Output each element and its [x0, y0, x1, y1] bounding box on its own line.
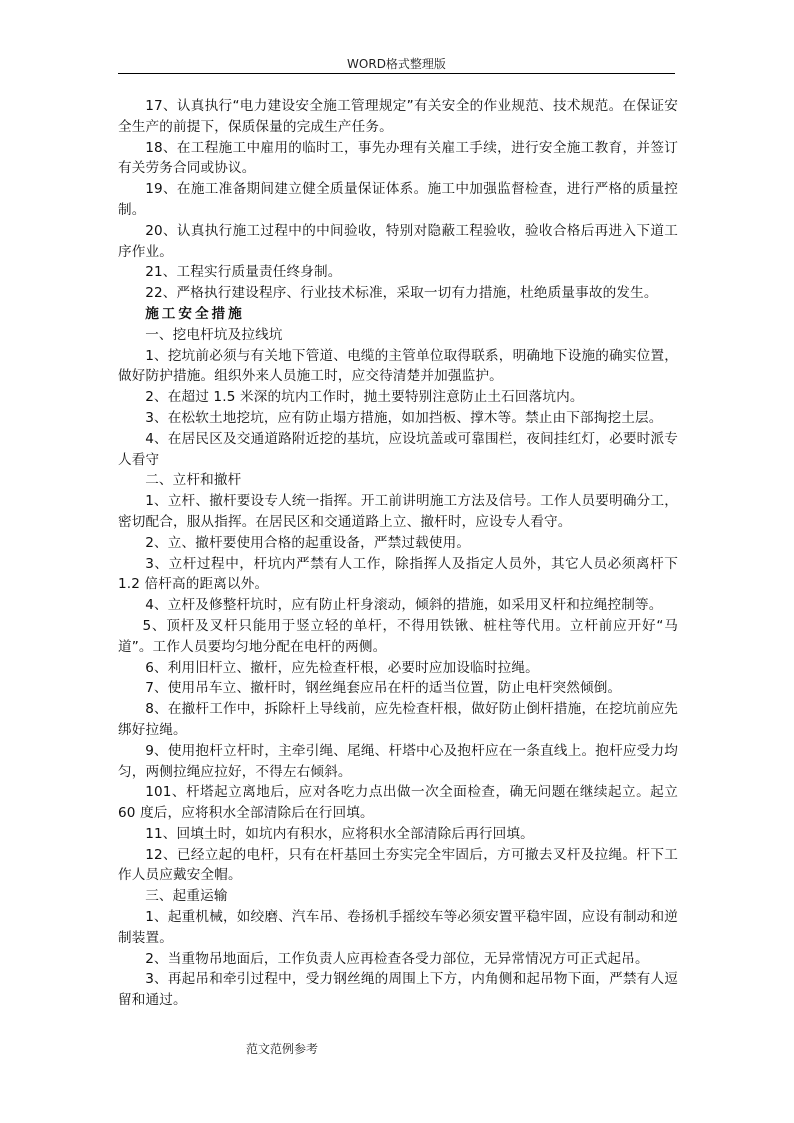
paragraph: 20、认真执行施工过程中的中间验收，特别对隐蔽工程验收，验收合格后再进入下道工序作业。 — [118, 222, 678, 260]
paragraph: 21、工程实行质量责任终身制。 — [145, 264, 342, 281]
paragraph: 1、挖坑前必须与有关地下管道、电缆的主管单位取得联系，明确地下设施的确实位置，做好防护措施。组织外来人员施工时，应交待清楚并加强监护。 — [118, 347, 678, 385]
paragraph: 4、在居民区及交通道路附近挖的基坑，应设坑盖或可靠围栏，夜间挂红灯，必要时派专人看守 — [118, 430, 678, 468]
paragraph: 5、顶杆及叉杆只能用于竖立轻的单杆，不得用铁锹、桩柱等代用。立杆前应开好“马道”。工作人员要均匀地分配在电杆的两侧。 — [118, 617, 678, 655]
paragraph: 19、在施工准备期间建立健全质量保证体系。施工中加强监督检查，进行严格的质量控制。 — [118, 181, 678, 218]
paragraph: 1、立杆、撤杆要设专人统一指挥。开工前讲明施工方法及信号。工作人员要明确分工，密切配合，服从指挥。在居民区和交通道路上立、撤杆时，应设专人看守。 — [118, 493, 678, 530]
paragraph: 17、认真执行“电力建设安全施工管理规定”有关安全的作业规范、技术规范。在保证安全生产的前提下，保质保量的完成生产任务。 — [118, 98, 678, 135]
paragraph: 11、回填土时，如坑内有积水，应将积水全部清除后再行回填。 — [145, 825, 534, 842]
subsection-heading: 一、挖电杆坑及拉线坑 — [145, 326, 283, 343]
page-header: WORD格式整理版 — [347, 57, 446, 71]
paragraph: 9、使用抱杆立杆时，主牵引绳、尾绳、杆塔中心及抱杆应在一条直线上。抱杆应受力均匀，两侧拉绳应拉好，不得左右倾斜。 — [118, 742, 678, 780]
paragraph: 1、起重机械，如绞磨、汽车吊、卷扬机手摇绞车等必须安置平稳牢固，应设有制动和逆制装置。 — [118, 909, 678, 946]
header-rule — [118, 73, 675, 74]
paragraph: 22、严格执行建设程序、行业技术标准，采取一切有力措施，杜绝质量事故的发生。 — [145, 285, 658, 302]
paragraph: 3、再起吊和牵引过程中，受力钢丝绳的周围上下方，内角侧和起吊物下面，严禁有人逗留和通过。 — [118, 971, 678, 1009]
subsection-heading: 三、起重运输 — [145, 888, 228, 905]
paragraph: 3、立杆过程中，杆坑内严禁有人工作，除指挥人及指定人员外，其它人员必须离杆下 1.2 倍杆高的距离以外。 — [118, 555, 678, 593]
paragraph: 4、立杆及修整杆坑时，应有防止杆身滚动，倾斜的措施，如采用叉杆和拉绳控制等。 — [145, 597, 663, 614]
paragraph: 12、已经立起的电杆，只有在杆基回土夯实完全牢固后，方可撤去叉杆及拉绳。杆下工作人员应戴安全帽。 — [118, 846, 678, 884]
page-footer: 范文范例参考 — [246, 1042, 319, 1056]
paragraph: 2、当重物吊地面后，工作负责人应再检查各受力部位，无异常情况方可正式起吊。 — [145, 950, 649, 967]
document-body — [118, 96, 678, 1011]
paragraph: 2、在超过 1.5 米深的坑内工作时，抛土要特别注意防止土石回落坑内。 — [145, 389, 584, 406]
paragraph: 18、在工程施工中雇用的临时工，事先办理有关雇工手续，进行安全施工教育，并签订有关劳务合同或协议。 — [118, 139, 678, 177]
paragraph: 101、杆塔起立离地后，应对各吃力点出做一次全面检查，确无问题在继续起立。起立 60 度后，应将积水全部清除后在行回填。 — [118, 784, 678, 822]
paragraph: 6、利用旧杆立、撤杆，应先检查杆根，必要时应加设临时拉绳。 — [145, 659, 539, 676]
paragraph: 2、立、撤杆要使用合格的起重设备，严禁过载使用。 — [145, 534, 471, 551]
paragraph: 7、使用吊车立、撤杆时，钢丝绳套应吊在杆的适当位置，防止电杆突然倾倒。 — [145, 680, 622, 697]
subsection-heading: 二、立杆和撤杆 — [145, 472, 242, 489]
paragraph: 8、在撤杆工作中，拆除杆上导线前，应先检查杆根，做好防止倒杆措施，在挖坑前应先绑好拉绳。 — [118, 701, 678, 738]
paragraph: 3、在松软土地挖坑，应有防止塌方措施，如加挡板、撑木等。禁止由下部掏挖土层。 — [145, 409, 663, 426]
section-heading: 施工安全措施 — [145, 305, 245, 322]
